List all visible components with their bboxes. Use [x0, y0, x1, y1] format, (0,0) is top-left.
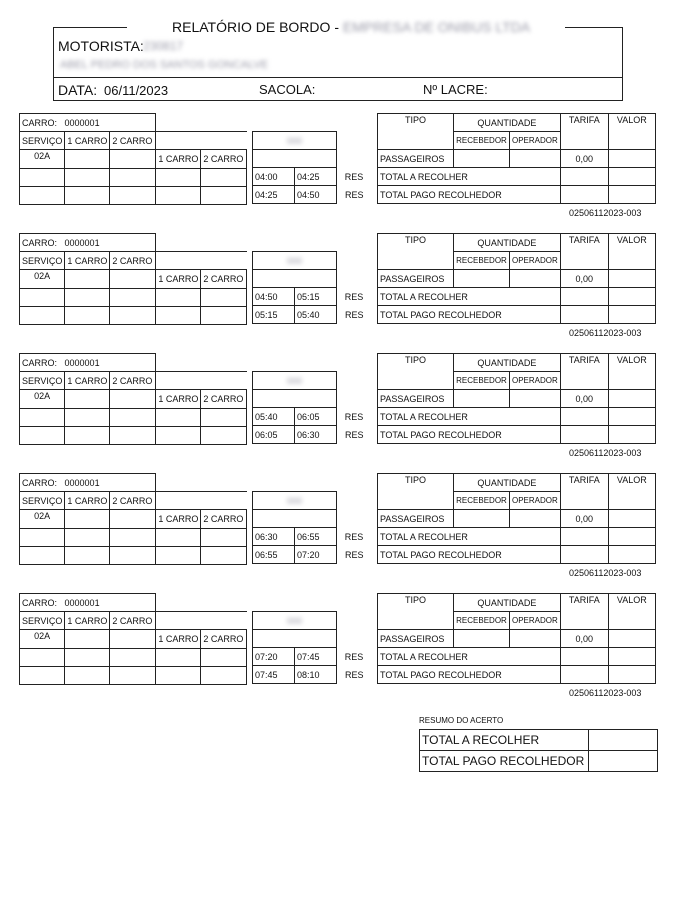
tipo-header: TIPO	[378, 594, 454, 630]
recebedor-header: RECEBEDOR	[454, 252, 510, 270]
trip2-res: RES	[344, 429, 364, 440]
operador-header: OPERADOR	[510, 492, 561, 510]
tarifa-value: 0,00	[560, 270, 608, 288]
recebedor-header: RECEBEDOR	[454, 372, 510, 390]
carro2-sub-header: 2 CARRO	[201, 390, 247, 409]
carro1-sub-header: 1 CARRO	[156, 390, 201, 409]
fare-table	[377, 593, 656, 684]
car-number: 0000001	[64, 597, 100, 608]
quantidade-header: QUANTIDADE	[454, 594, 561, 612]
carro1-header: 1 CARRO	[65, 492, 110, 510]
total-pago-label: TOTAL PAGO RECOLHEDOR	[378, 666, 561, 684]
servico-header: SERVIÇO	[20, 612, 65, 630]
carro2-header: 2 CARRO	[110, 132, 156, 150]
total-pago-label: TOTAL PAGO RECOLHEDOR	[378, 306, 561, 324]
line-code-redacted: 000	[286, 615, 303, 626]
operador-header: OPERADOR	[510, 132, 561, 150]
carro2-header: 2 CARRO	[110, 492, 156, 510]
block-code: 02506112023-003	[569, 328, 642, 338]
carro2-header: 2 CARRO	[110, 252, 156, 270]
trip2-start: 04:25	[253, 186, 295, 204]
trip2-end: 04:50	[295, 186, 337, 204]
tipo-header: TIPO	[378, 114, 454, 150]
company-name-redacted: EMPRESA DE ONIBUS LTDA	[342, 19, 531, 35]
servico-header: SERVIÇO	[20, 252, 65, 270]
carro1-sub-header: 1 CARRO	[156, 630, 201, 649]
line-code-redacted: 000	[286, 255, 303, 266]
trip-block	[0, 237, 697, 458]
carro1-header: 1 CARRO	[65, 132, 110, 150]
sacola-label: SACOLA:	[259, 82, 316, 97]
tarifa-header: TARIFA	[560, 474, 608, 510]
car-number: 0000001	[64, 117, 100, 128]
lacre-label: Nº LACRE:	[423, 82, 488, 97]
block-code: 02506112023-003	[569, 208, 642, 218]
quantidade-header: QUANTIDADE	[454, 474, 561, 492]
service-code: 02A	[20, 630, 65, 649]
tipo-header: TIPO	[378, 354, 454, 390]
carro1-sub-header: 1 CARRO	[156, 150, 201, 169]
trip2-res: RES	[344, 669, 364, 680]
carro1-header: 1 CARRO	[65, 372, 110, 390]
trip2-start: 06:55	[253, 546, 295, 564]
service-code: 02A	[20, 390, 65, 409]
driver-name-redacted: ABEL PEDRO DOS SANTOS GONCALVE	[60, 59, 269, 71]
trip1-start: 05:40	[253, 408, 295, 426]
tarifa-header: TARIFA	[560, 234, 608, 270]
carro2-header: 2 CARRO	[110, 372, 156, 390]
quantidade-header: QUANTIDADE	[454, 114, 561, 132]
trip2-end: 08:10	[295, 666, 337, 684]
trip2-start: 05:15	[253, 306, 295, 324]
carro2-sub-header: 2 CARRO	[201, 630, 247, 649]
tarifa-value: 0,00	[560, 150, 608, 168]
tarifa-value: 0,00	[560, 510, 608, 528]
total-recolher-label: TOTAL A RECOLHER	[378, 288, 561, 306]
car-number: 0000001	[64, 357, 100, 368]
passageiros-label: PASSAGEIROS	[378, 270, 454, 288]
operador-header: OPERADOR	[510, 612, 561, 630]
total-recolher-label: TOTAL A RECOLHER	[378, 168, 561, 186]
servico-header: SERVIÇO	[20, 132, 65, 150]
service-code: 02A	[20, 510, 65, 529]
report-title: RELATÓRIO DE BORDO - EMPRESA DE ONIBUS LTDA	[172, 19, 531, 35]
summary-total-recolher: TOTAL A RECOLHER	[420, 730, 589, 751]
trip1-start: 06:30	[253, 528, 295, 546]
trip1-end: 05:15	[295, 288, 337, 306]
tarifa-header: TARIFA	[560, 354, 608, 390]
passageiros-label: PASSAGEIROS	[378, 390, 454, 408]
line-code-redacted: 000	[286, 495, 303, 506]
trip1-res: RES	[344, 411, 364, 422]
line-code-redacted: 000	[286, 375, 303, 386]
total-recolher-label: TOTAL A RECOLHER	[378, 648, 561, 666]
tipo-header: TIPO	[378, 234, 454, 270]
quantidade-header: QUANTIDADE	[454, 234, 561, 252]
car-number: 0000001	[64, 237, 100, 248]
car-label: CARRO:	[22, 597, 58, 608]
trip2-res: RES	[344, 549, 364, 560]
trip-block	[0, 0, 697, 218]
tipo-header: TIPO	[378, 474, 454, 510]
valor-header: VALOR	[608, 594, 655, 630]
trip-block	[0, 477, 697, 698]
trip1-start: 04:00	[253, 168, 295, 186]
line-code-redacted: 000	[286, 135, 303, 146]
valor-header: VALOR	[608, 354, 655, 390]
block-code: 02506112023-003	[569, 688, 642, 698]
trip2-start: 06:05	[253, 426, 295, 444]
recebedor-header: RECEBEDOR	[454, 612, 510, 630]
servico-header: SERVIÇO	[20, 372, 65, 390]
car-number: 0000001	[64, 477, 100, 488]
total-pago-label: TOTAL PAGO RECOLHEDOR	[378, 186, 561, 204]
quantidade-header: QUANTIDADE	[454, 354, 561, 372]
total-pago-label: TOTAL PAGO RECOLHEDOR	[378, 546, 561, 564]
date-label: DATA:	[58, 82, 98, 98]
summary-total-pago: TOTAL PAGO RECOLHEDOR	[420, 751, 589, 772]
carro2-sub-header: 2 CARRO	[201, 270, 247, 289]
trip1-end: 07:45	[295, 648, 337, 666]
carro2-sub-header: 2 CARRO	[201, 150, 247, 169]
car-label: CARRO:	[22, 477, 58, 488]
operador-header: OPERADOR	[510, 252, 561, 270]
summary-table	[419, 729, 658, 772]
carro2-header: 2 CARRO	[110, 612, 156, 630]
summary-title: RESUMO DO ACERTO	[419, 716, 504, 725]
motorista-label: MOTORISTA:	[58, 38, 144, 54]
carro1-header: 1 CARRO	[65, 252, 110, 270]
trip2-res: RES	[344, 189, 364, 200]
trip2-start: 07:45	[253, 666, 295, 684]
recebedor-header: RECEBEDOR	[454, 492, 510, 510]
trip1-res: RES	[344, 531, 364, 542]
trip-block	[0, 357, 697, 578]
car-label: CARRO:	[22, 237, 58, 248]
block-code: 02506112023-003	[569, 568, 642, 578]
trip2-res: RES	[344, 309, 364, 320]
trip1-res: RES	[344, 651, 364, 662]
trip1-start: 04:50	[253, 288, 295, 306]
trip2-end: 06:30	[295, 426, 337, 444]
service-code: 02A	[20, 150, 65, 169]
passageiros-label: PASSAGEIROS	[378, 510, 454, 528]
tarifa-value: 0,00	[560, 390, 608, 408]
car-label: CARRO:	[22, 357, 58, 368]
trip1-res: RES	[344, 291, 364, 302]
carro1-sub-header: 1 CARRO	[156, 510, 201, 529]
tarifa-header: TARIFA	[560, 114, 608, 150]
trip1-end: 04:25	[295, 168, 337, 186]
car-table	[19, 593, 247, 685]
carro1-sub-header: 1 CARRO	[156, 270, 201, 289]
valor-header: VALOR	[608, 234, 655, 270]
trip2-end: 07:20	[295, 546, 337, 564]
trip1-start: 07:20	[253, 648, 295, 666]
carro1-header: 1 CARRO	[65, 612, 110, 630]
passageiros-label: PASSAGEIROS	[378, 150, 454, 168]
tarifa-header: TARIFA	[560, 594, 608, 630]
total-recolher-label: TOTAL A RECOLHER	[378, 528, 561, 546]
total-pago-label: TOTAL PAGO RECOLHEDOR	[378, 426, 561, 444]
block-code: 02506112023-003	[569, 448, 642, 458]
trip2-end: 05:40	[295, 306, 337, 324]
total-recolher-label: TOTAL A RECOLHER	[378, 408, 561, 426]
date-value: 06/11/2023	[104, 83, 169, 98]
trip1-end: 06:05	[295, 408, 337, 426]
service-code: 02A	[20, 270, 65, 289]
operador-header: OPERADOR	[510, 372, 561, 390]
trip1-end: 06:55	[295, 528, 337, 546]
car-label: CARRO:	[22, 117, 58, 128]
time-table	[252, 611, 372, 684]
trip1-res: RES	[344, 171, 364, 182]
passageiros-label: PASSAGEIROS	[378, 630, 454, 648]
servico-header: SERVIÇO	[20, 492, 65, 510]
recebedor-header: RECEBEDOR	[454, 132, 510, 150]
valor-header: VALOR	[608, 474, 655, 510]
valor-header: VALOR	[608, 114, 655, 150]
tarifa-value: 0,00	[560, 630, 608, 648]
motorista-id-redacted: 230817	[143, 39, 184, 53]
carro2-sub-header: 2 CARRO	[201, 510, 247, 529]
trip-block	[0, 117, 697, 338]
